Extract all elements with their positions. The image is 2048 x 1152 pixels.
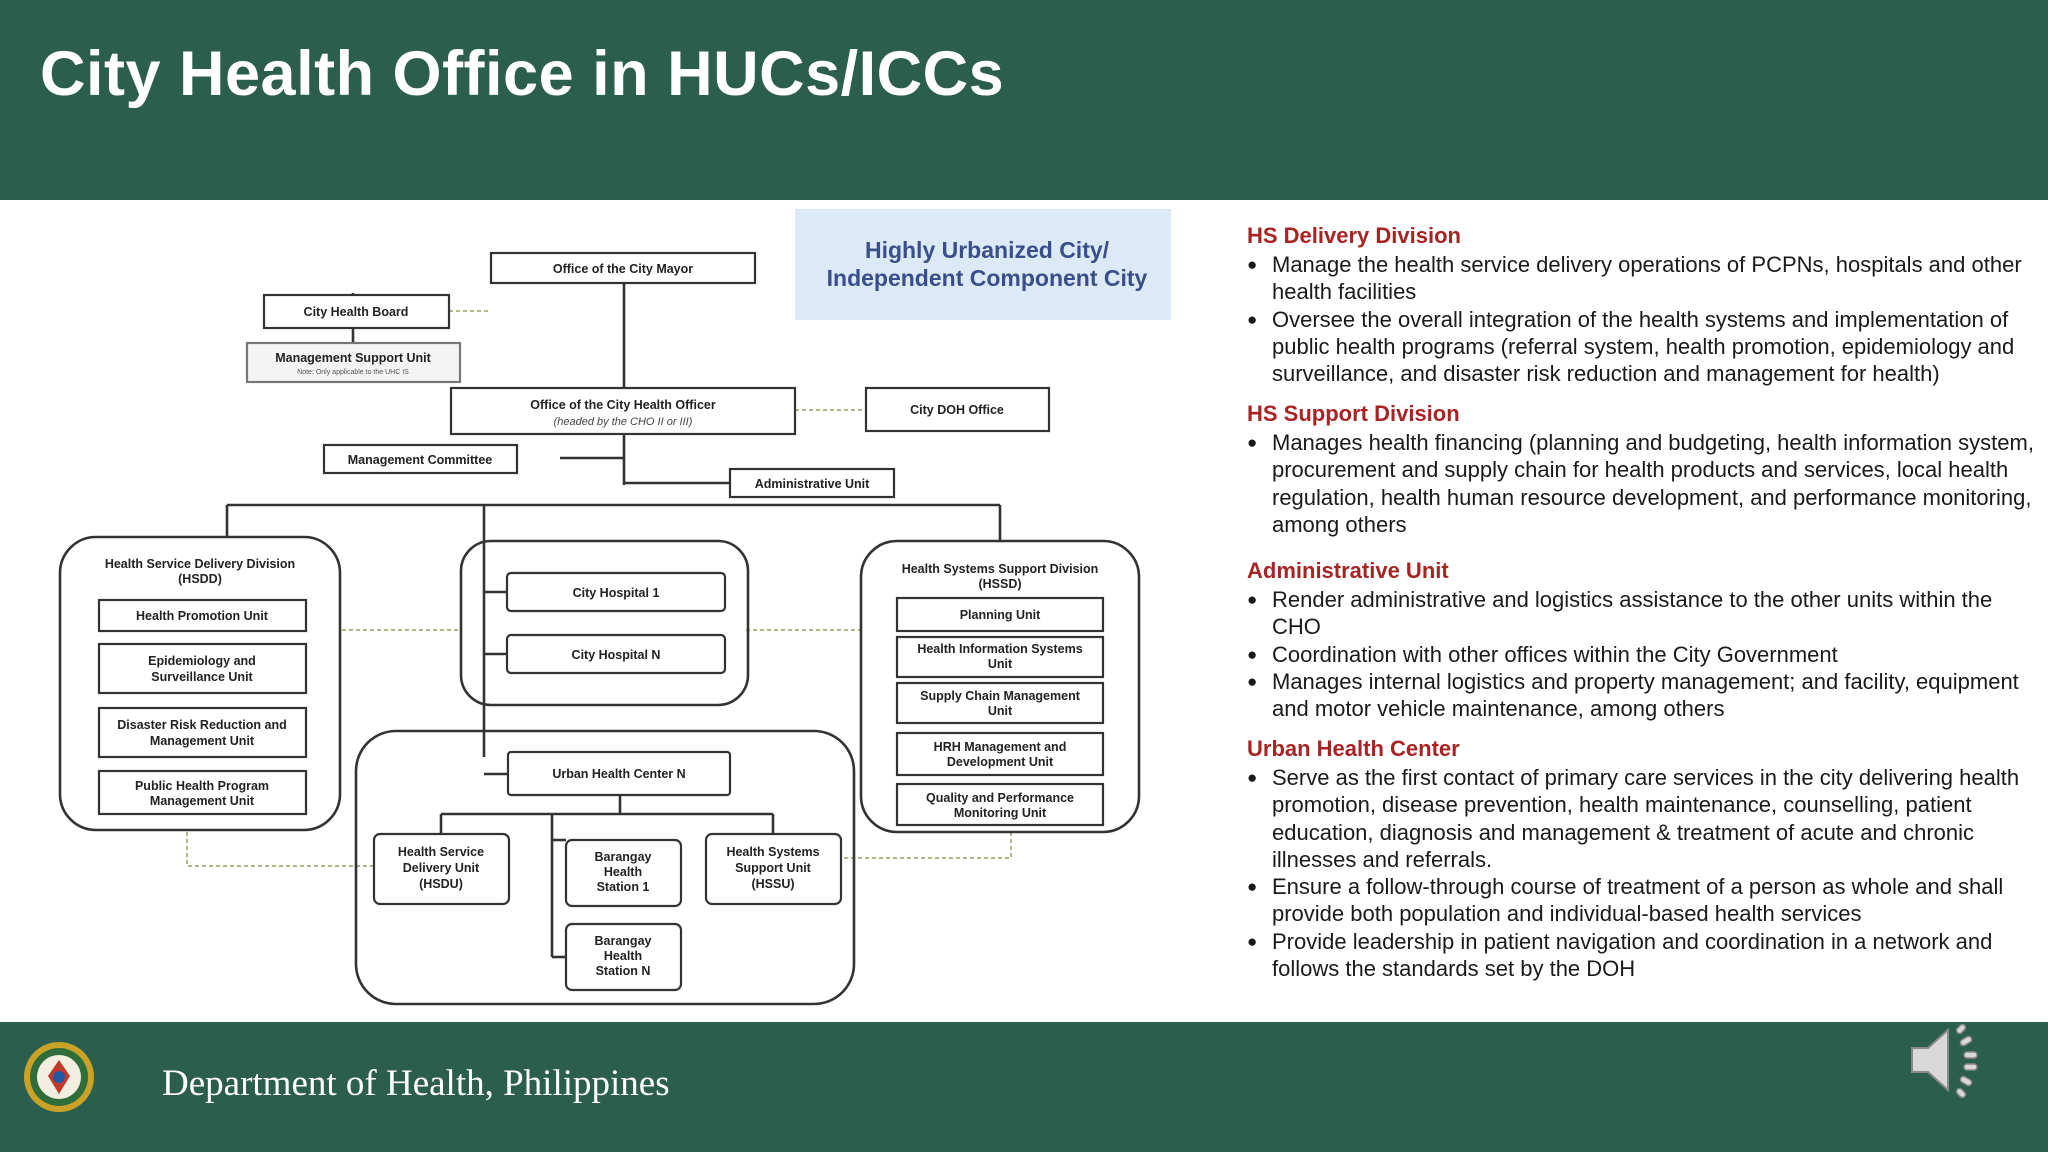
- hssd-unit-label: Unit: [987, 704, 1013, 718]
- section-heading-hs-delivery: HS Delivery Division: [1247, 223, 1461, 248]
- hssd-title-1: Health Systems Support Division: [901, 562, 1099, 576]
- section-bullet: ● Ensure a follow-through course of treatment of a person as whole and shall provide both population and individual-based health services: [1247, 873, 2037, 928]
- hsdd-unit-box: [99, 708, 306, 757]
- bhsn-label: Station N: [595, 964, 651, 978]
- cho-office-note: (headed by the CHO II or III): [553, 416, 693, 428]
- hssu-label: (HSSU): [751, 877, 795, 891]
- hsdd-unit-label: Management Unit: [149, 794, 255, 808]
- section-bullet: ● Coordination with other offices within the City Government: [1247, 641, 2037, 668]
- hssd-unit-label: Quality and Performance: [926, 791, 1074, 805]
- page-title: City Health Office in HUCs/ICCs: [40, 39, 1005, 109]
- hsdd-title-2: (HSDD): [178, 572, 222, 586]
- hsdu-label: (HSDU): [419, 877, 463, 891]
- hospital-label: City Hospital 1: [572, 586, 660, 600]
- hospital-group: [461, 541, 748, 705]
- hsdu-label: Delivery Unit: [402, 861, 480, 875]
- mgmt-committee-label: Management Committee: [347, 453, 493, 467]
- mayor-office-label: Office of the City Mayor: [552, 262, 694, 276]
- section-bullet: ● Provide leadership in patient navigation and coordination in a network and follows the standards set by the DOH: [1247, 928, 2037, 983]
- uhc-label: Urban Health Center N: [552, 767, 686, 781]
- header-bar: [0, 0, 2048, 200]
- cho-office-label: Office of the City Health Officer: [530, 398, 716, 412]
- hsdd-unit-label: Health Promotion Unit: [136, 609, 268, 623]
- section-list-hs-delivery: [1247, 251, 2037, 387]
- section-heading-admin: Administrative Unit: [1247, 558, 1449, 583]
- section-bullet: ● Render administrative and logistics assistance to the other units within the CHO: [1247, 586, 2037, 641]
- bhsn-label: Health: [603, 949, 643, 963]
- hsdd-unit-label: Epidemiology and: [148, 654, 256, 668]
- hssu-label: Support Unit: [735, 861, 811, 875]
- doh-office-label: City DOH Office: [910, 403, 1004, 417]
- hsdd-unit-box: [99, 644, 306, 693]
- hssd-title-2: (HSSD): [978, 577, 1022, 591]
- hsdd-unit-label: Management Unit: [149, 734, 255, 748]
- hospital-label: City Hospital N: [571, 648, 661, 662]
- doh-seal-icon: [22, 1040, 96, 1114]
- section-bullet: ● Manages health financing (planning and budgeting, health information system, procurement and supply chain for health products and services, local health regulation, health human resource development, and performance monitoring, among others: [1247, 429, 2037, 538]
- section-bullet: ● Serve as the first contact of primary care services in the city delivering health promotion, disease prevention, health maintenance, counselling, patient education, diagnosis and management & treatment of acute and chronic illnesses and referrals.: [1247, 764, 2037, 873]
- org-chart: [0, 200, 1180, 1022]
- bhs1-label: Health: [603, 865, 643, 879]
- hssd-unit-label: Monitoring Unit: [953, 806, 1047, 820]
- section-list-admin: [1247, 586, 2037, 722]
- hssd-unit-label: Planning Unit: [959, 608, 1041, 622]
- hsdu-label: Health Service: [397, 845, 485, 859]
- bhs1-label: Barangay: [594, 850, 652, 864]
- msu-label: Management Support Unit: [275, 351, 431, 365]
- bhs1-label: Station 1: [596, 880, 650, 894]
- section-bullet: ● Manage the health service delivery operations of PCPNs, hospitals and other health facilities: [1247, 251, 2037, 306]
- speaker-icon[interactable]: [1906, 1018, 1996, 1102]
- section-bullet: ● Oversee the overall integration of the health systems and implementation of public health programs (referral system, health promotion, epidemiology and surveillance, and disaster risk reduction and management for health): [1247, 306, 2037, 388]
- health-board-label: City Health Board: [303, 305, 409, 319]
- hsdd-unit-label: Surveillance Unit: [151, 670, 253, 684]
- hssd-unit-label: Unit: [987, 657, 1013, 671]
- hssd-unit-label: Supply Chain Management: [920, 689, 1080, 703]
- section-list-uhc: [1247, 764, 2037, 982]
- hssd-unit-label: HRH Management and: [933, 740, 1067, 754]
- msu-note: Note: Only applicable to the UHC IS: [297, 369, 409, 376]
- hsdd-unit-label: Disaster Risk Reduction and: [117, 718, 287, 732]
- hssd-unit-label: Health Information Systems: [917, 642, 1083, 656]
- section-list-hs-support: [1247, 429, 2037, 538]
- footer-org-name: Department of Health, Philippines: [162, 1063, 670, 1104]
- section-bullet: ● Manages internal logistics and property management; and facility, equipment and motor vehicle maintenance, among others: [1247, 668, 2037, 723]
- bhsn-label: Barangay: [594, 934, 652, 948]
- section-heading-uhc: Urban Health Center: [1247, 736, 1460, 761]
- hssd-unit-label: Development Unit: [946, 755, 1054, 769]
- hsdd-unit-label: Public Health Program: [134, 779, 270, 793]
- section-heading-hs-support: HS Support Division: [1247, 401, 1460, 426]
- badge-line-2: Independent Component City: [826, 265, 1148, 291]
- hssu-label: Health Systems: [726, 845, 820, 859]
- hsdd-title-1: Health Service Delivery Division: [104, 557, 296, 571]
- badge-line-1: Highly Urbanized City/: [864, 237, 1110, 263]
- admin-unit-label: Administrative Unit: [754, 477, 870, 491]
